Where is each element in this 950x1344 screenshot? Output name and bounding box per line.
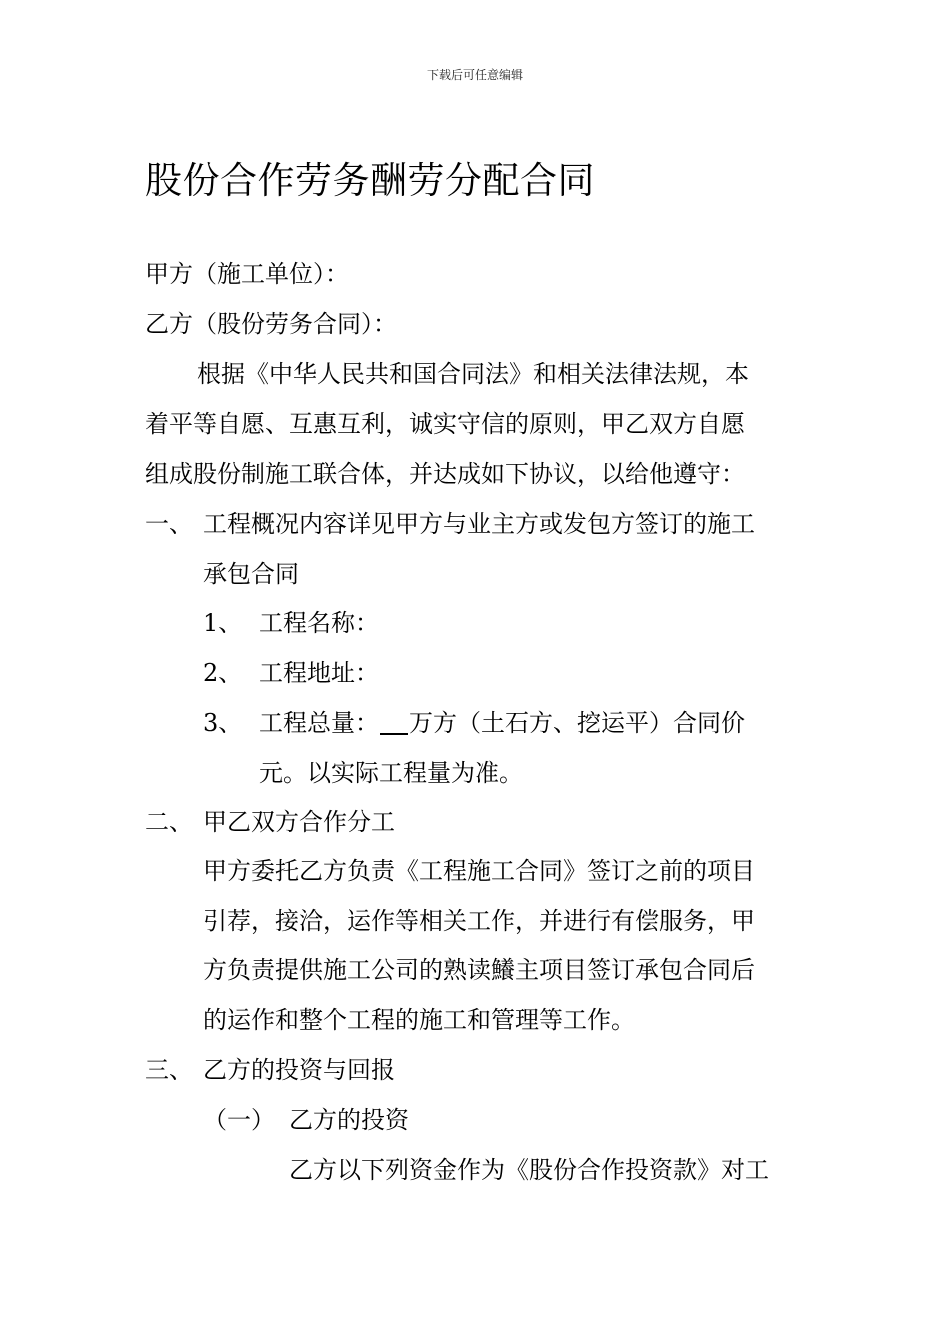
document-title: 股份合作劳务酬劳分配合同 (145, 159, 595, 202)
item2-number: 2、 (203, 659, 243, 687)
section3-heading: 乙方的投资与回报 (203, 1056, 395, 1084)
item3-continuation: 元。以实际工程量为准。 (259, 759, 523, 787)
party-a-line: 甲方（施工单位）： (145, 260, 349, 288)
section1-line-2: 承包合同 (203, 560, 299, 588)
item1-number: 1、 (203, 609, 243, 637)
section3-sub-number: （一） (203, 1106, 275, 1134)
preamble-line-1: 根据《中华人民共和国合同法》和相关法律法规，本 (197, 360, 749, 388)
section2-heading: 甲乙双方合作分工 (203, 808, 395, 836)
preamble-line-2: 着平等自愿、互惠互利，诚实守信的原则，甲乙双方自愿 (145, 410, 745, 438)
item3-text-before: 工程总量： (259, 709, 379, 737)
item3-line (259, 711, 745, 735)
section3-number: 三、 (145, 1056, 193, 1084)
section3-line-1: 乙方以下列资金作为《股份合作投资款》对工 (289, 1156, 769, 1184)
item1-text: 工程名称： (259, 609, 379, 637)
item3-text-after: 万方（土石方、挖运平）合同价 (409, 709, 745, 737)
section2-number: 二、 (145, 808, 193, 836)
section2-line-4: 的运作和整个工程的施工和管理等工作。 (203, 1006, 635, 1034)
item2-text: 工程地址： (259, 659, 379, 687)
section2-line-2: 引荐，接洽，运作等相关工作，并进行有偿服务，甲 (203, 907, 755, 935)
party-b-line: 乙方（股份劳务合同）： (145, 310, 397, 338)
item3-number: 3、 (203, 709, 243, 737)
section1-number: 一、 (145, 510, 193, 538)
section2-line-1: 甲方委托乙方负责《工程施工合同》签订之前的项目 (203, 857, 755, 885)
section3-sub-heading: 乙方的投资 (289, 1106, 409, 1134)
section2-line-3: 方负责提供施工公司的熟读鱶主项目签订承包合同后 (203, 956, 755, 984)
preamble-line-3: 组成股份制施工联合体，并达成如下协议，以给他遵守： (145, 460, 745, 488)
header-note: 下载后可任意编辑 (426, 68, 523, 82)
section1-line-1: 工程概况内容详见甲方与业主方或发包方签订的施工 (203, 510, 755, 538)
fill-in-blank (380, 711, 408, 735)
